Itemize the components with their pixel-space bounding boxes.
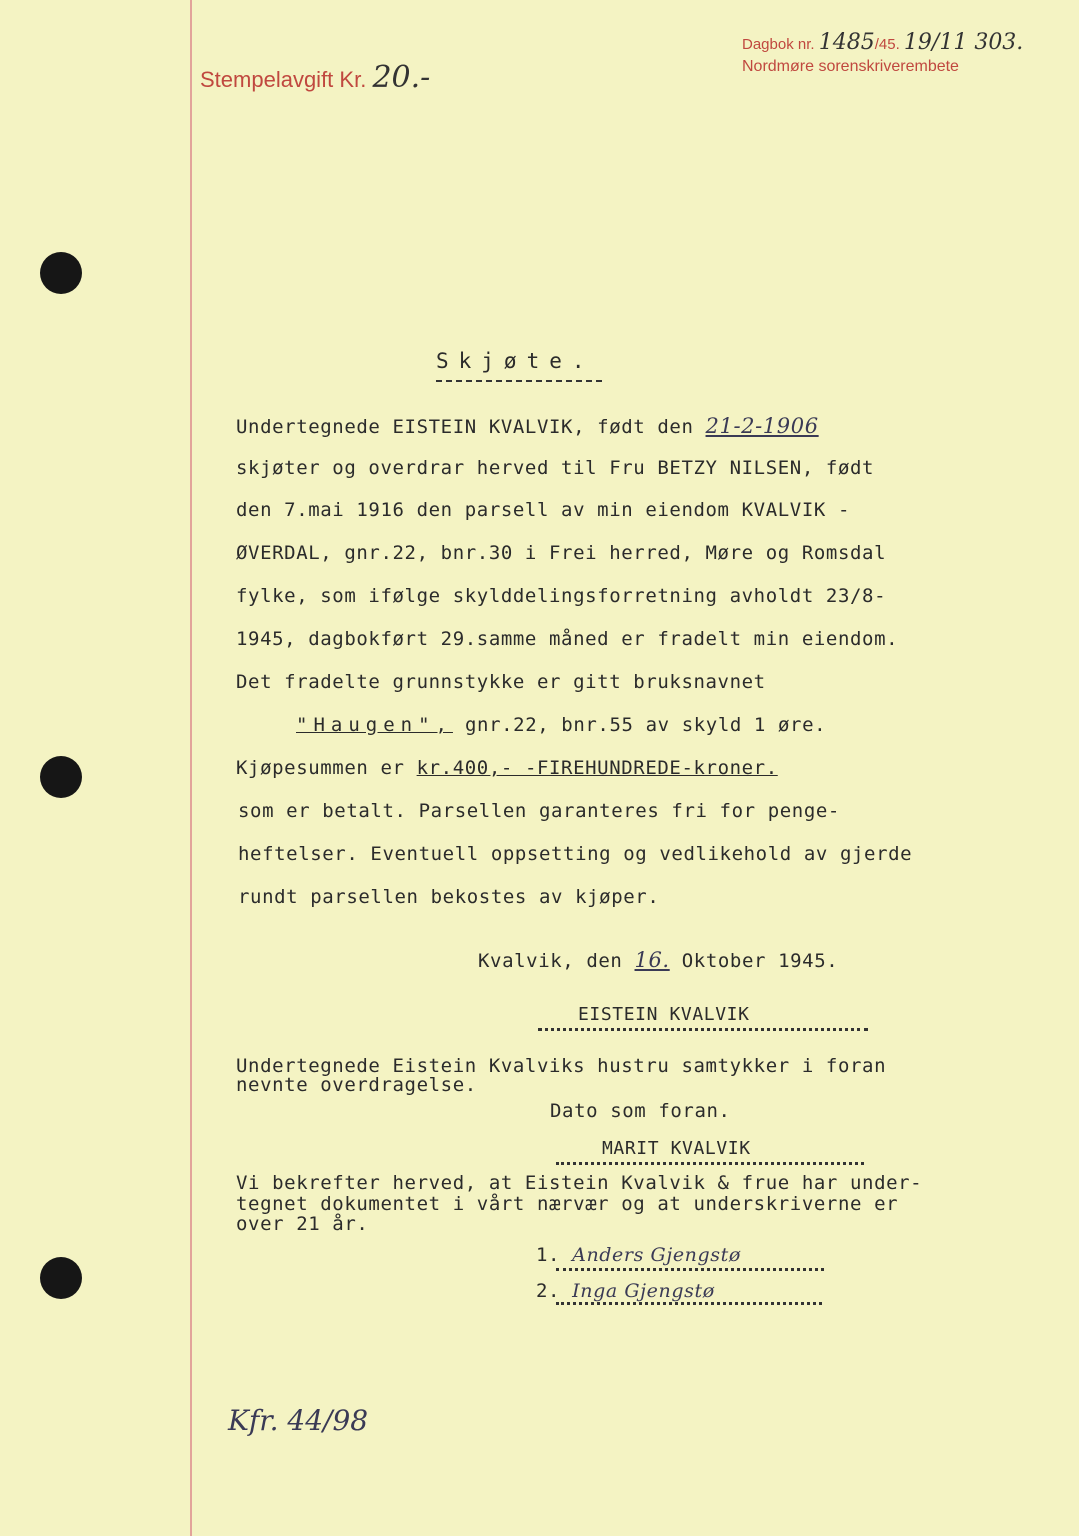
- witness-statement-line: over 21 år.: [236, 1213, 369, 1235]
- body-text: gnr.22, bnr.55 av skyld 1 øre.: [465, 714, 827, 736]
- witness-number: 2.: [536, 1280, 561, 1302]
- body-line: skjøter og overdrar herved til Fru BETZY NILSEN, født: [236, 457, 875, 479]
- body-line: rundt parsellen bekostes av kjøper.: [238, 886, 660, 908]
- dagbok-number: 1485: [818, 30, 875, 55]
- body-line: Det fradelte grunnstykke er gitt bruksnavnet: [236, 671, 766, 693]
- wife-signature: MARIT KVALVIK: [602, 1138, 751, 1159]
- seller-signature: EISTEIN KVALVIK: [578, 1004, 750, 1025]
- witness-dotted-line: [556, 1268, 824, 1271]
- witness-statement-line: tegnet dokumentet i vårt nærvær og at underskriverne er: [236, 1193, 899, 1215]
- body-line: ØVERDAL, gnr.22, bnr.30 i Frei herred, Møre og Romsdal: [236, 542, 887, 564]
- date-place: Kvalvik, den: [478, 950, 623, 972]
- witness-statement-line: Vi bekrefter herved, at Eistein Kvalvik & frue har under-: [236, 1172, 923, 1194]
- witness-number: 1.: [536, 1244, 561, 1266]
- title-underline: [436, 380, 602, 382]
- witness-name: Anders Gjengstø: [572, 1244, 741, 1266]
- dagbok-label: Dagbok nr.: [742, 36, 815, 53]
- signature-dotted-line: [556, 1162, 864, 1165]
- witness-entry: [536, 1244, 741, 1266]
- dagbok-suffix: /45.: [874, 36, 900, 53]
- punch-hole-top: [40, 252, 82, 294]
- body-line: [236, 414, 819, 438]
- purchase-amount: kr.400,- -FIREHUNDREDE-kroner.: [416, 757, 778, 779]
- dagbok-stamp: [742, 30, 1023, 55]
- date-rest: Oktober 1945.: [681, 950, 839, 972]
- body-line: [236, 757, 778, 779]
- birth-date: 21-2-1906: [705, 414, 819, 438]
- body-line: heftelser. Eventuell oppsetting og vedlikehold av gjerde: [238, 843, 913, 865]
- punch-hole-bottom: [40, 1257, 82, 1299]
- consent-line: Undertegnede Eistein Kvalviks hustru samtykker i foran: [236, 1055, 887, 1077]
- fee-stamp: [200, 60, 430, 95]
- dagbok-ref: 19/11 303.: [903, 30, 1024, 55]
- fee-amount: 20.-: [372, 60, 431, 95]
- witness-name: Inga Gjengstø: [572, 1280, 715, 1302]
- signature-dotted-line: [538, 1028, 868, 1031]
- fee-label: Stempelavgift Kr.: [200, 67, 367, 92]
- witness-entry: [536, 1280, 715, 1302]
- body-line: [296, 714, 826, 736]
- consent-line: nevnte overdragelse.: [236, 1074, 477, 1096]
- document-title: Skjøte.: [436, 349, 595, 373]
- body-line: som er betalt. Parsellen garanteres fri for penge-: [238, 800, 840, 822]
- body-line: fylke, som ifølge skylddelingsforretning avholdt 23/8-: [236, 585, 887, 607]
- margin-line: [190, 0, 192, 1536]
- witness-dotted-line: [556, 1302, 822, 1305]
- body-text: Undertegnede EISTEIN KVALVIK, født den: [236, 416, 694, 438]
- date-day: 16.: [634, 948, 670, 972]
- body-line: den 7.mai 1916 den parsell av min eiendom KVALVIK -: [236, 499, 850, 521]
- punch-hole-middle: [40, 756, 82, 798]
- consent-date: Dato som foran.: [550, 1100, 731, 1122]
- body-line: 1945, dagbokført 29.samme måned er fradelt min eiendom.: [236, 628, 899, 650]
- body-text: Kjøpesummen er: [236, 757, 405, 779]
- office-stamp: Nordmøre sorenskriverembete: [742, 58, 959, 75]
- property-name: "Haugen",: [296, 714, 453, 736]
- date-line: [478, 948, 838, 972]
- footer-note: Kfr. 44/98: [228, 1404, 369, 1437]
